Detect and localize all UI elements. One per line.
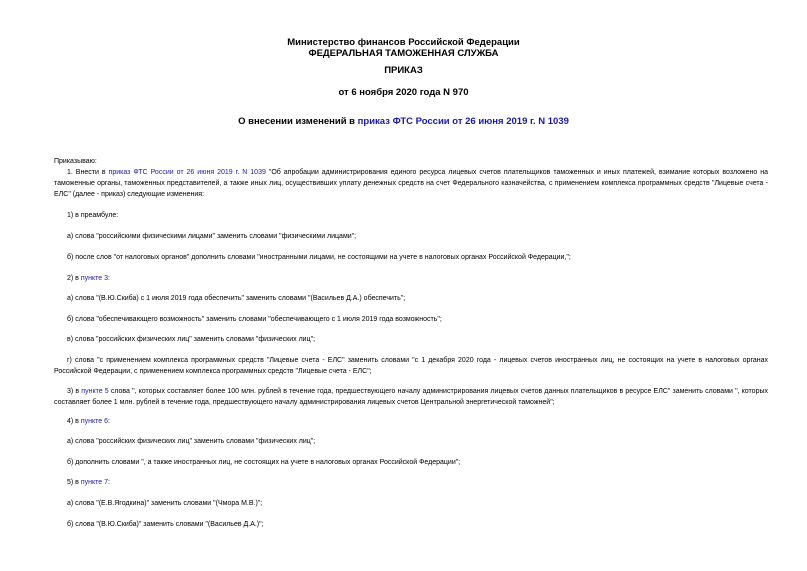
sub-4a: а) слова "российских физических лиц" заменить словами "физических лиц"; [67,438,316,445]
s4-link[interactable]: пункте 6 [80,418,108,425]
sub-2b: б) слова "обеспечивающего возможность" заменить словами "обеспечивающего с 1 июля 2019 года возможность"; [67,316,442,323]
ministry-title: Министерство финансов Российской Федерации [287,37,520,48]
sub-2v: в) слова "российских физических лиц" заменить словами "физических лиц"; [67,336,316,343]
paragraph-1 [54,167,768,200]
sub-3 [54,386,768,408]
sub-5b: б) слова "(В.Ю.Скиба)" заменить словами "(Васильев Д.А.)"; [67,521,264,528]
p1-link[interactable]: приказ ФТС России от 26 июня 2019 г. N 1039 [108,169,266,176]
sub-2 [67,273,110,284]
intro-text: Приказываю: [54,158,97,165]
p1-text: "Об апробации администрирования единого ресурса лицевых счетов плательщиков таможенных и иных платежей, взимание которых возложено на таможенные органы, таможенных представителей, а также иных лиц, осуществивших уплату денежных средств на счет Федерального казначейства, с применением комплекса программных средств "Лицевые счета - ЕЛС" (далее - приказ) следующие изменения: [54,169,768,198]
sub-1: 1) в преамбуле: [67,212,119,219]
s5-suffix: : [108,479,110,486]
s3-text: слова ", которых составляет более 100 млн. рублей в течение года, предшествующего началу администрирования лицевых счетов данных плательщиков в ресурсе ЕЛС" заменить словами ", которых составляет более 1 млн. рублей в течение года, предшествующего началу администрирования лицевых счетов Центральной энергетической таможней"; [54,388,768,406]
p1-prefix: 1. Внести в [67,169,109,176]
date-number: от 6 ноября 2020 года N 970 [338,87,469,98]
s5-prefix: 5) в [67,479,81,486]
subject-prefix: О внесении изменений в [238,116,358,127]
sub-1b: б) после слов "от налоговых органов" дополнить словами "иностранными лицами, не состоящими на учете в налоговых органах Российской Федерации,"; [67,254,571,261]
sub-4b: б) дополнить словами ", а также иностранных лиц, не состоящих на учете в налоговых органах Российской Федерации"; [67,459,461,466]
sub-4 [67,416,110,427]
sub-2a: а) слова "(В.Ю.Скиба) с 1 июля 2019 года обеспечить" заменить словами "(Васильев Д.А.) обеспечить"; [67,295,406,302]
subject-link[interactable]: приказ ФТС России от 26 июня 2019 г. N 1039 [357,116,569,127]
s4-prefix: 4) в [67,418,81,425]
subject-title [0,116,807,127]
sub-5a: а) слова "(Е.В.Ягодкина)" заменить словами "(Чмора М.В.)"; [67,500,263,507]
s4-suffix: : [108,418,110,425]
sub-1a: а) слова "российскими физическими лицами" заменить словами "физическими лицами"; [67,233,357,240]
sub-5 [67,477,110,488]
s5-link[interactable]: пункте 7 [80,479,108,486]
s3-link[interactable]: пункте 5 [81,388,109,395]
doc-type-title: ПРИКАЗ [384,65,423,76]
sub-2g: г) слова "с применением комплекса программных средств "Лицевые счета - ЕЛС" заменить словами "с 1 декабря 2020 года - лицевых счетов иностранных лиц, не состоящих на учете в налоговых органах Российской Федерации, с применением комплекса программных средств "Лицевые счета - ЕЛС"; [54,357,768,375]
s2-link[interactable]: пункте 3 [80,275,108,282]
s2-prefix: 2) в [67,275,81,282]
s2-suffix: : [108,275,110,282]
s3-prefix: 3) в [67,388,82,395]
service-title: ФЕДЕРАЛЬНАЯ ТАМОЖЕННАЯ СЛУЖБА [308,48,499,59]
